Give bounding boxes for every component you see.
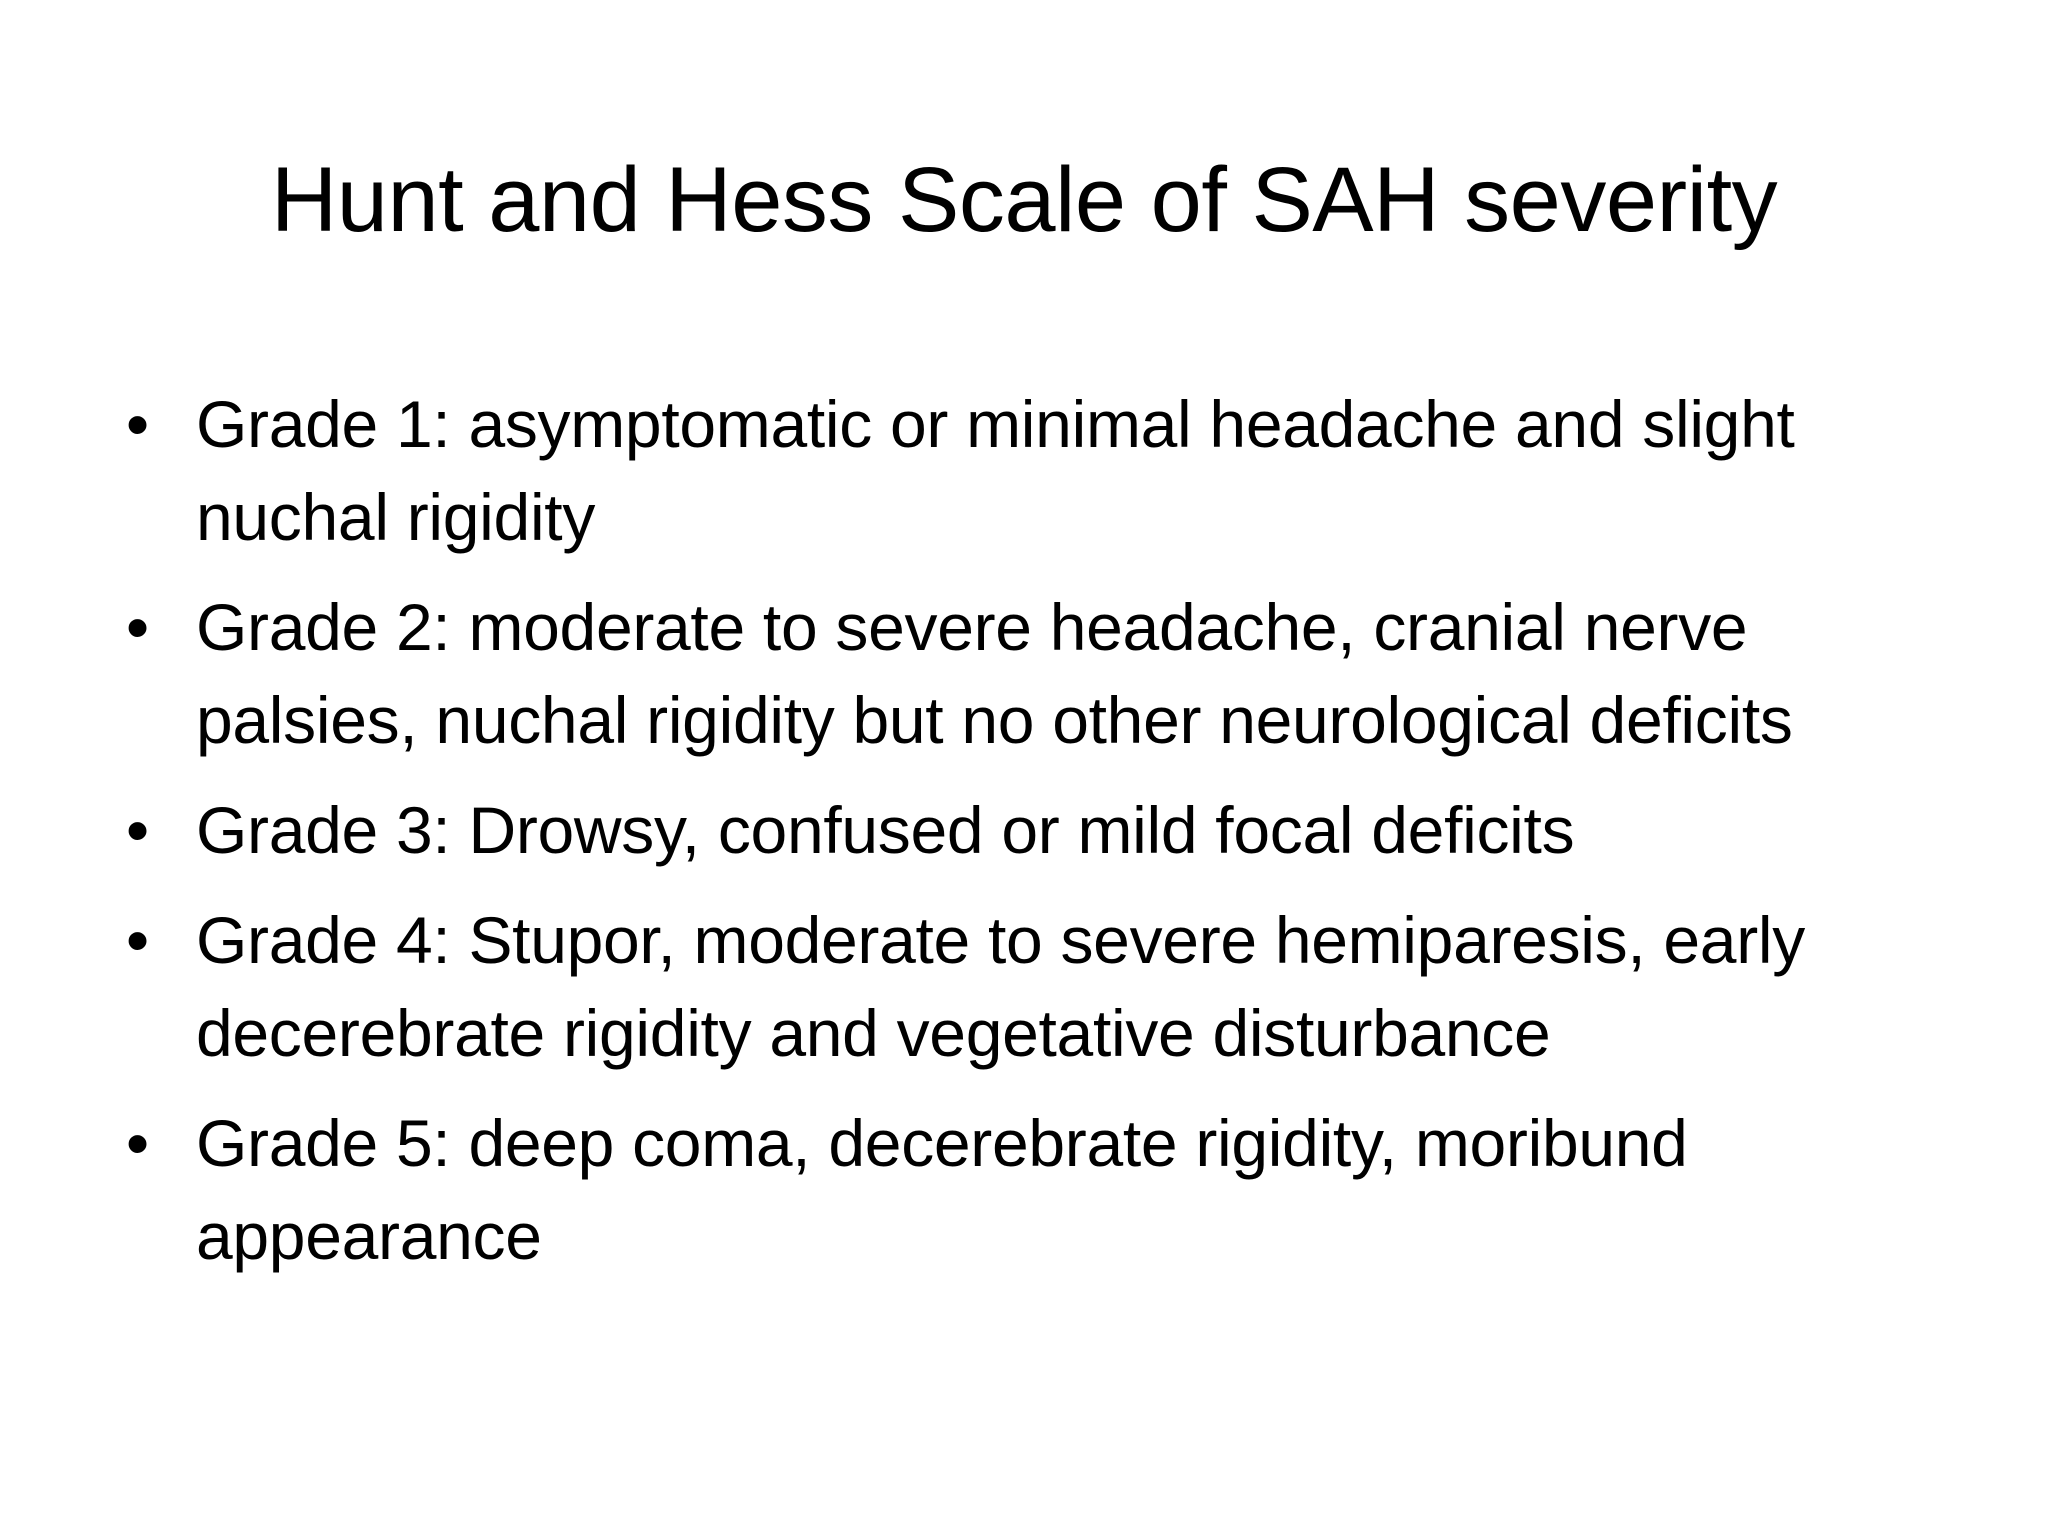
bullet-text: Grade 4: Stupor, moderate to severe hemiparesis, early decerebrate rigidity and vegetative disturbance xyxy=(196,903,1805,1070)
bullet-item-grade-2 xyxy=(120,581,1950,767)
bullet-text: Grade 5: deep coma, decerebrate rigidity, moribund appearance xyxy=(196,1106,1688,1273)
bullet-item-grade-5 xyxy=(120,1097,1950,1283)
slide-title: Hunt and Hess Scale of SAH severity xyxy=(270,149,1778,251)
bullet-icon: • xyxy=(126,1106,149,1180)
bullet-icon: • xyxy=(126,590,149,664)
bullet-icon: • xyxy=(126,903,149,977)
bullet-icon: • xyxy=(126,793,149,867)
bullet-text: Grade 2: moderate to severe headache, cranial nerve palsies, nuchal rigidity but no other neurological deficits xyxy=(196,590,1793,757)
bullet-item-grade-4 xyxy=(120,894,1950,1080)
bullet-item-grade-1 xyxy=(120,378,1950,564)
bullet-text: Grade 3: Drowsy, confused or mild focal deficits xyxy=(196,793,1575,867)
bullet-icon: • xyxy=(126,387,149,461)
bullet-text: Grade 1: asymptomatic or minimal headache and slight nuchal rigidity xyxy=(196,387,1795,554)
bullet-item-grade-3 xyxy=(120,784,1950,877)
bullet-list xyxy=(120,378,1950,1300)
